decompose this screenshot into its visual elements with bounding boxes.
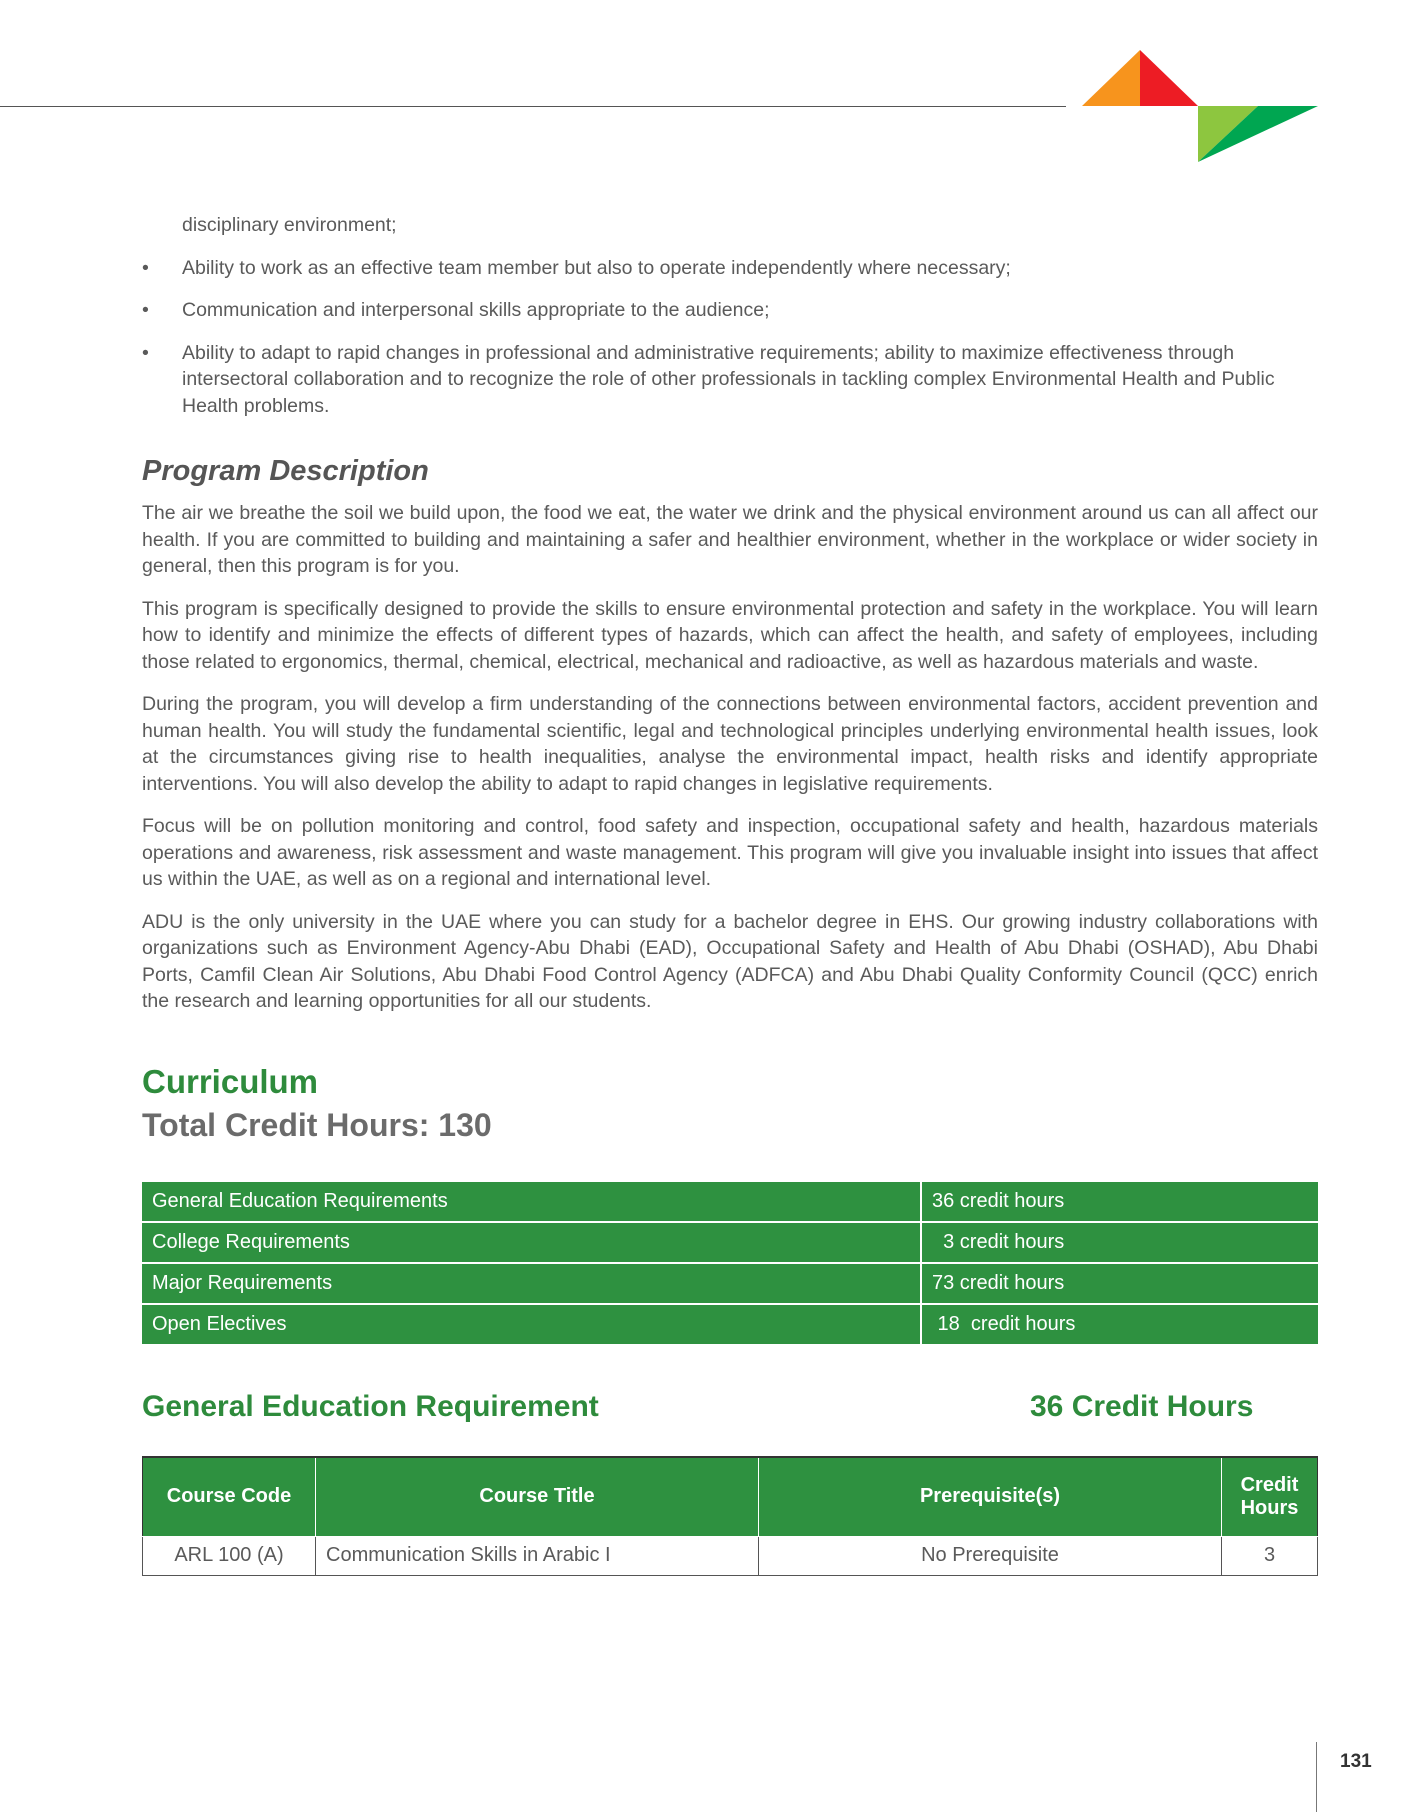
page-content (142, 212, 1318, 1576)
requirement-label: General Education Requirements (142, 1182, 921, 1222)
course-prereq: No Prerequisite (759, 1536, 1222, 1575)
bullet-icon: • (142, 256, 149, 279)
column-header-prereq: Prerequisite(s) (759, 1457, 1222, 1537)
outcome-list (142, 212, 1318, 419)
requirement-hours: 36 credit hours (921, 1182, 1318, 1222)
column-header-credit: Credit Hours (1222, 1457, 1318, 1537)
list-item: • Ability to adapt to rapid changes in professional and administrative requirements; ability to maximize effectiveness through intersectoral collaboration and to recognize the role of other professionals in tackling complex Environmental Health and Public Health problems. (142, 341, 1275, 417)
paragraph: This program is specifically designed to provide the skills to ensure environmental protection and safety in the workplace. You will learn how to identify and minimize the effects of different types of hazards, which can affect the health, and safety of employees, including those related to ergonomics, thermal, chemical, electrical, mechanical and radioactive, as well as hazardous materials and waste. (142, 597, 1318, 673)
list-item: • Communication and interpersonal skills appropriate to the audience; (142, 297, 1318, 324)
table-row (143, 1536, 1318, 1575)
column-header-code: Course Code (143, 1457, 316, 1537)
curriculum-heading: Curriculum (142, 1062, 319, 1100)
requirement-label: College Requirements (142, 1222, 921, 1263)
requirement-hours: 3 credit hours (921, 1222, 1318, 1263)
paragraph: The air we breathe the soil we build upon, the food we eat, the water we drink and the physical environment around us can all affect our health. If you are committed to building and maintaining a safer and healthier environment, whether in the workplace or wider society in general, then this program is for you. (142, 502, 1318, 577)
table-header-row (143, 1457, 1318, 1537)
requirement-label: Open Electives (142, 1304, 921, 1345)
program-description-heading: Program Description (142, 455, 429, 487)
gen-ed-title: General Education Requirement (142, 1389, 599, 1423)
gen-ed-header (142, 1390, 1318, 1430)
footer-rule (1316, 1742, 1317, 1812)
table-row (142, 1263, 1318, 1304)
list-item: • Ability to work as an effective team member but also to operate independently where necessary; (142, 255, 1318, 282)
requirement-hours: 18 credit hours (921, 1304, 1318, 1345)
course-title: Communication Skills in Arabic I (316, 1536, 759, 1575)
bullet-icon: • (142, 299, 149, 321)
bullet-icon: • (142, 341, 149, 364)
course-table (142, 1456, 1318, 1576)
paragraph: ADU is the only university in the UAE where you can study for a bachelor degree in EHS. Our growing industry collaborations with organizations such as Environment Agency-Abu Dhabi (EAD), Occupational Safety and Health of Abu Dhabi (OSHAD), Abu Dhabi Ports, Camfil Clean Air Solutions, Abu Dhabi Food Control Agency (ADFCA) and Abu Dhabi Quality Conformity Council (QCC) enrich the research and learning opportunities for all our students. (142, 910, 1318, 1012)
column-header-title: Course Title (316, 1457, 759, 1537)
requirement-label: Major Requirements (142, 1263, 921, 1304)
curriculum-summary-table (142, 1182, 1318, 1346)
course-code: ARL 100 (A) (143, 1536, 316, 1575)
paragraph: During the program, you will develop a firm understanding of the connections between environmental factors, accident prevention and human health. You will study the fundamental scientific, legal and technological principles underlying environmental health issues, look at the circumstances giving rise to health inequalities, analyse the environmental impact, health risks and identify appropriate interventions. You will also develop the ability to adapt to rapid changes in legislative requirements. (142, 693, 1318, 795)
course-credit: 3 (1222, 1536, 1318, 1575)
gen-ed-hours: 36 Credit Hours (1030, 1389, 1254, 1423)
table-row (142, 1304, 1318, 1345)
university-logo-icon (1080, 50, 1320, 162)
paragraph: Focus will be on pollution monitoring and control, food safety and inspection, occupational safety and health, hazardous materials operations and awareness, risk assessment and waste management. This program will give you invaluable insight into issues that affect us within the UAE, as well as on a regional and international level. (142, 815, 1318, 890)
requirement-hours: 73 credit hours (921, 1263, 1318, 1304)
header-rule (0, 106, 1066, 107)
page-number: 131 (1340, 1751, 1372, 1772)
table-row (142, 1222, 1318, 1263)
list-item: disciplinary environment; (182, 214, 397, 236)
total-credit-hours: Total Credit Hours: 130 (142, 1106, 492, 1143)
table-row (142, 1182, 1318, 1222)
